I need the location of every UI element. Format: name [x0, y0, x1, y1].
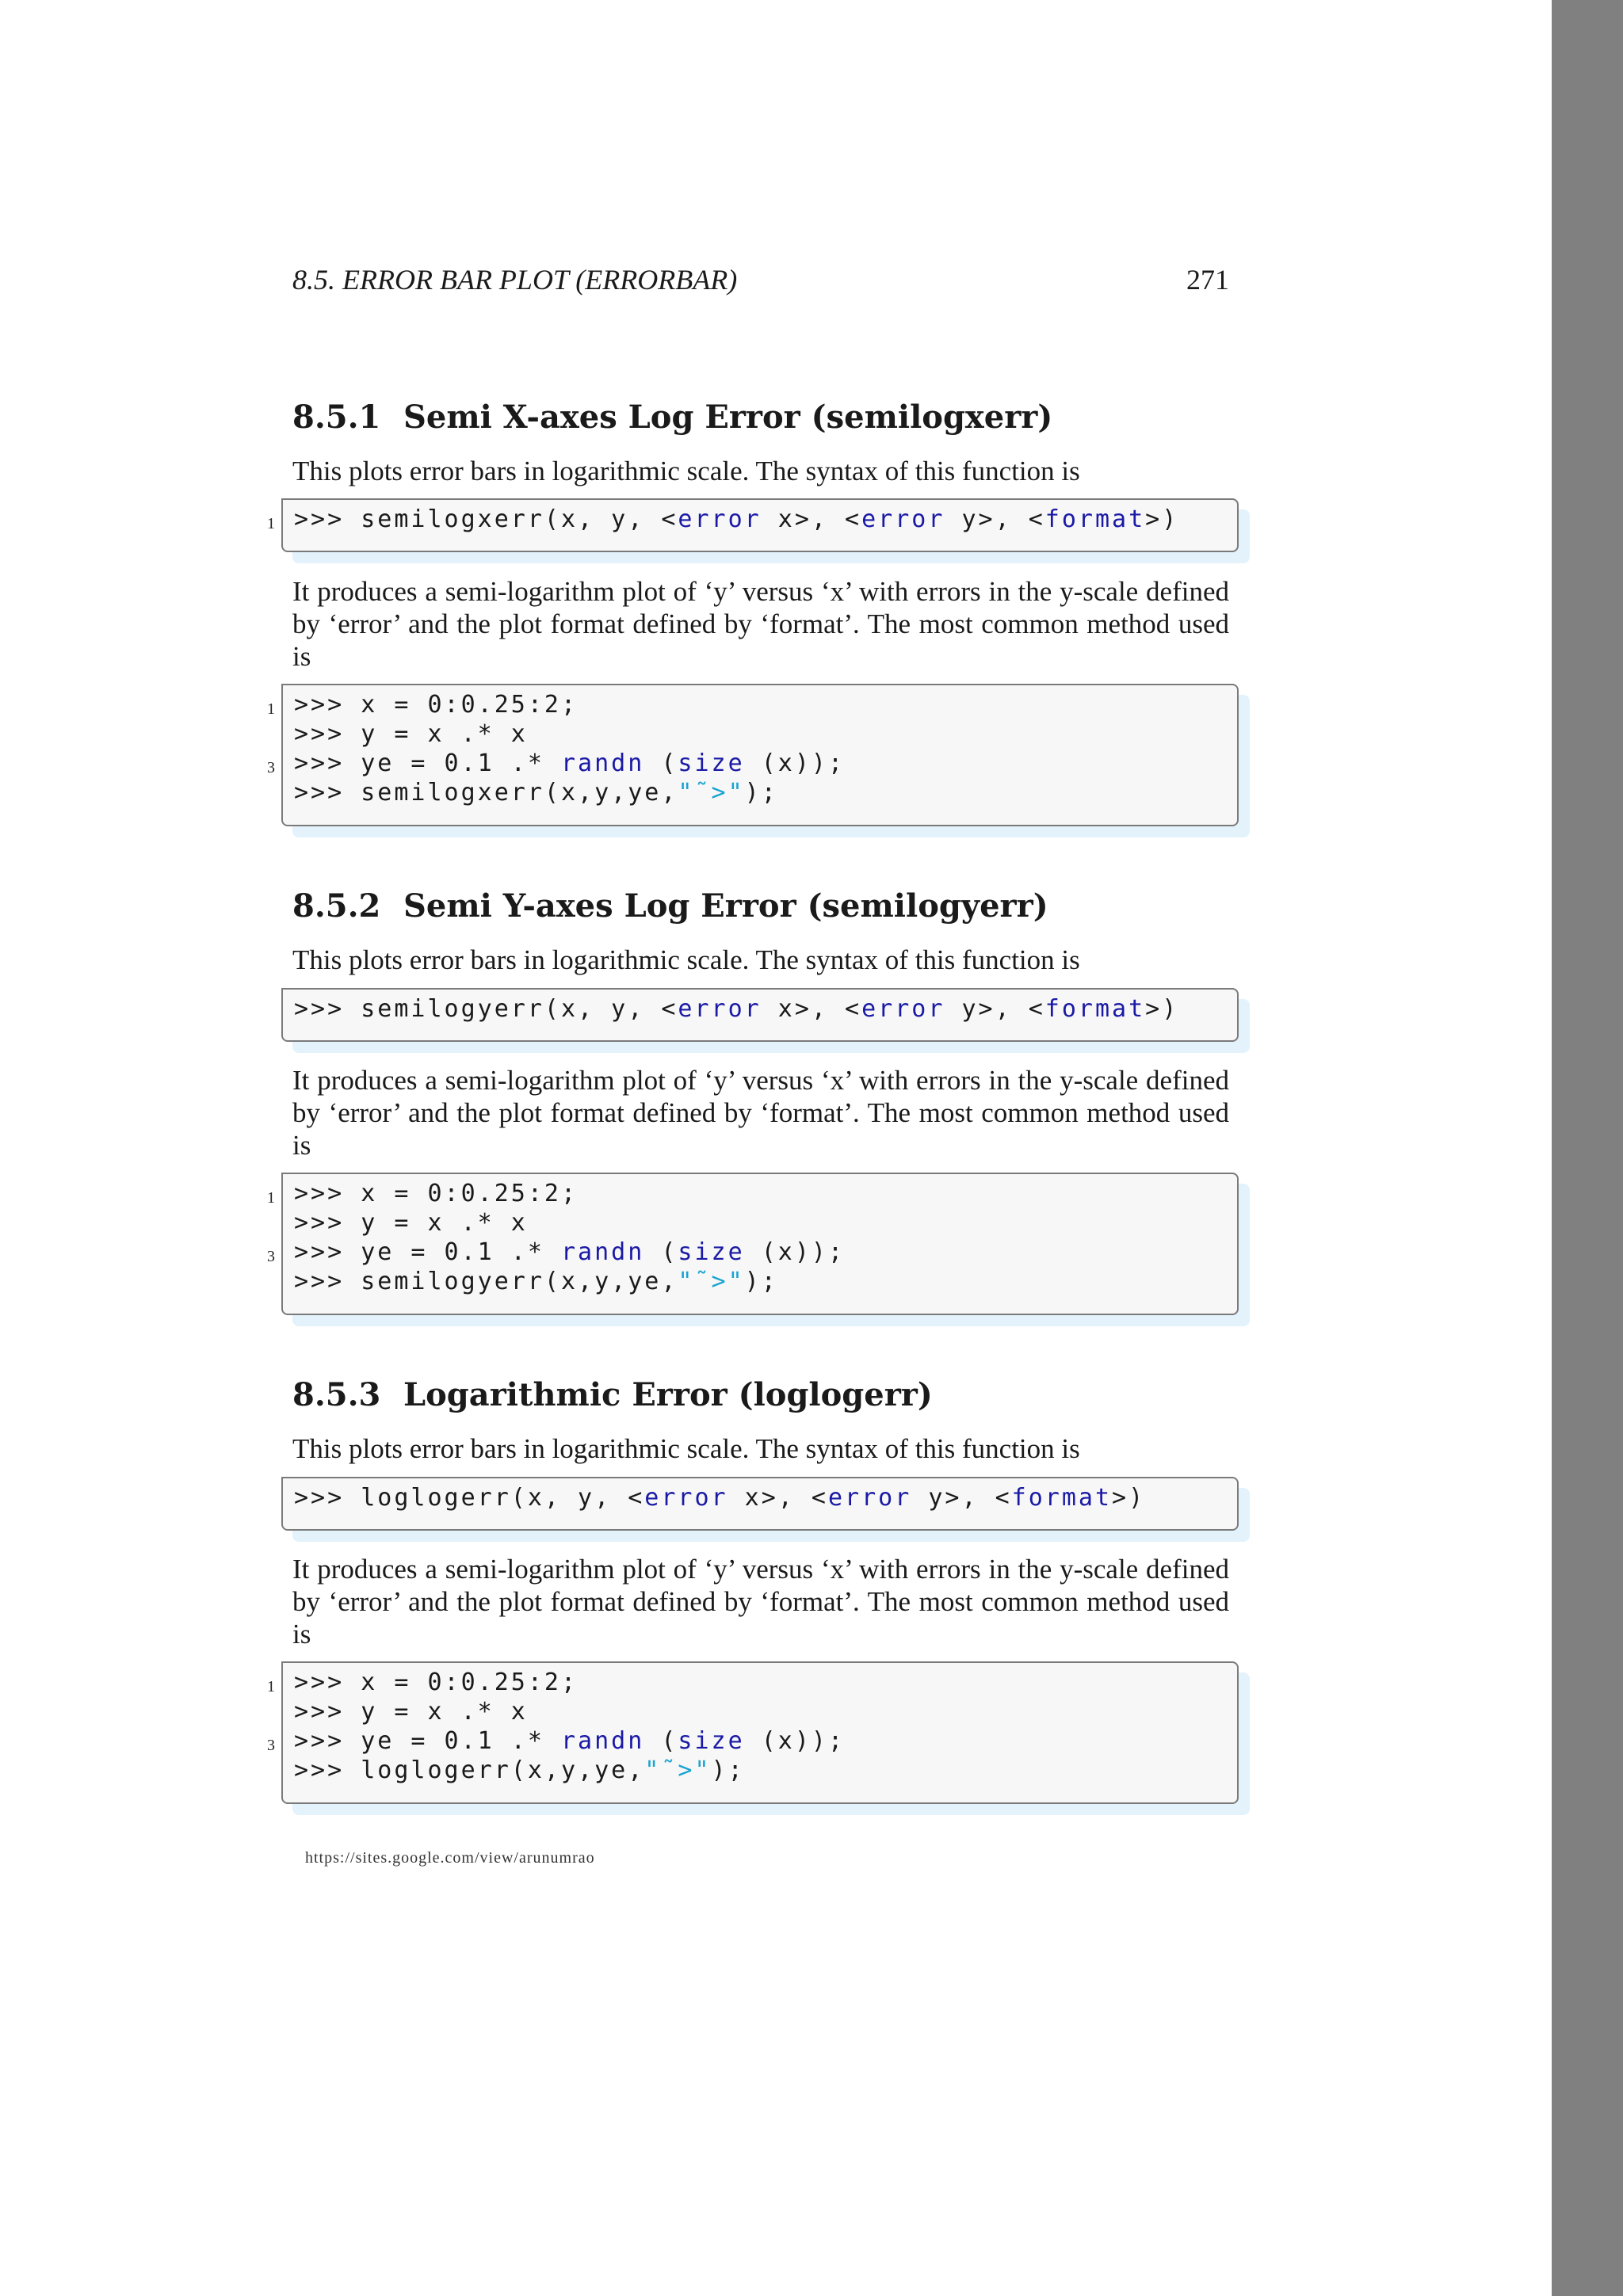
code-line: 1 >>> x = 0:0.25:2;	[294, 690, 1237, 719]
section-title: Logarithmic Error (loglogerr)	[403, 1376, 933, 1413]
line-number: 1	[267, 515, 275, 532]
section-description: It produces a semi-logarithm plot of ‘y’ versus ‘x’ with errors in the y-scale defined by ‘error’ and the plot format defined by ‘format’. The most common method used is	[292, 576, 1229, 672]
code-line: >>> semilogxerr(x,y,ye,"˜>");	[294, 779, 778, 807]
section-description: It produces a semi-logarithm plot of ‘y’ versus ‘x’ with errors in the y-scale defined by ‘error’ and the plot format defined by ‘format’. The most common method used is	[292, 1065, 1229, 1161]
code-line: >>> y = x .* x	[294, 1698, 528, 1726]
chapter-section-title: 8.5. ERROR BAR PLOT (ERRORBAR)	[292, 264, 738, 296]
code-line: 1 >>> semilogxerr(x, y, <error x>, <error y>, <format>)	[294, 505, 1237, 534]
line-number: 1	[267, 1678, 275, 1695]
code-line: 3 >>> ye = 0.1 .* randn (size (x));	[294, 1726, 1237, 1756]
code-line: 1 >>> x = 0:0.25:2;	[294, 1179, 1237, 1208]
section-number: 8.5.3	[292, 1376, 381, 1413]
code-line: >>> loglogerr(x,y,ye,"˜>");	[294, 1756, 745, 1784]
section-title: Semi Y-axes Log Error (semilogyerr)	[403, 887, 1048, 925]
code-line: >>> y = x .* x	[294, 720, 528, 748]
code-line: >>> loglogerr(x, y, <error x>, <error y>, <format>)	[294, 1484, 1146, 1512]
code-line: 3 >>> ye = 0.1 .* randn (size (x));	[294, 1238, 1237, 1267]
section-description: It produces a semi-logarithm plot of ‘y’ versus ‘x’ with errors in the y-scale defined by ‘error’ and the plot format defined by ‘format’. The most common method used is	[292, 1554, 1229, 1650]
line-number: 1	[267, 1189, 275, 1207]
page-number: 271	[1186, 264, 1229, 296]
section-number: 8.5.1	[292, 399, 381, 436]
section-intro: This plots error bars in logarithmic scale. The syntax of this function is	[292, 456, 1080, 486]
footer-url: https://sites.google.com/view/arunumrao	[305, 1849, 595, 1867]
syntax-code-block	[281, 988, 1239, 1042]
section-number: 8.5.2	[292, 887, 381, 925]
code-line: >>> semilogyerr(x,y,ye,"˜>");	[294, 1268, 778, 1295]
code-line: >>> semilogyerr(x, y, <error x>, <error y>, <format>)	[294, 995, 1179, 1023]
section-intro: This plots error bars in logarithmic scale. The syntax of this function is	[292, 1433, 1080, 1464]
section-heading-851	[292, 399, 1052, 436]
page-gutter	[1552, 0, 1623, 2296]
line-number: 3	[267, 1248, 275, 1265]
line-number: 3	[267, 759, 275, 776]
example-code-block	[267, 1173, 1239, 1315]
code-line: >>> y = x .* x	[294, 1209, 528, 1237]
section-heading-852	[292, 887, 1048, 925]
section-heading-853	[292, 1376, 933, 1413]
section-title: Semi X-axes Log Error (semilogxerr)	[403, 399, 1053, 436]
example-code-block	[267, 684, 1239, 826]
example-code-block	[267, 1661, 1239, 1804]
syntax-code-block	[267, 498, 1239, 552]
line-number: 1	[267, 700, 275, 718]
code-line: 1 >>> x = 0:0.25:2;	[294, 1668, 1237, 1697]
code-line: 3 >>> ye = 0.1 .* randn (size (x));	[294, 749, 1237, 778]
line-number: 3	[267, 1737, 275, 1754]
syntax-code-block	[281, 1477, 1239, 1531]
section-intro: This plots error bars in logarithmic scale. The syntax of this function is	[292, 944, 1080, 975]
running-header	[292, 263, 1229, 296]
